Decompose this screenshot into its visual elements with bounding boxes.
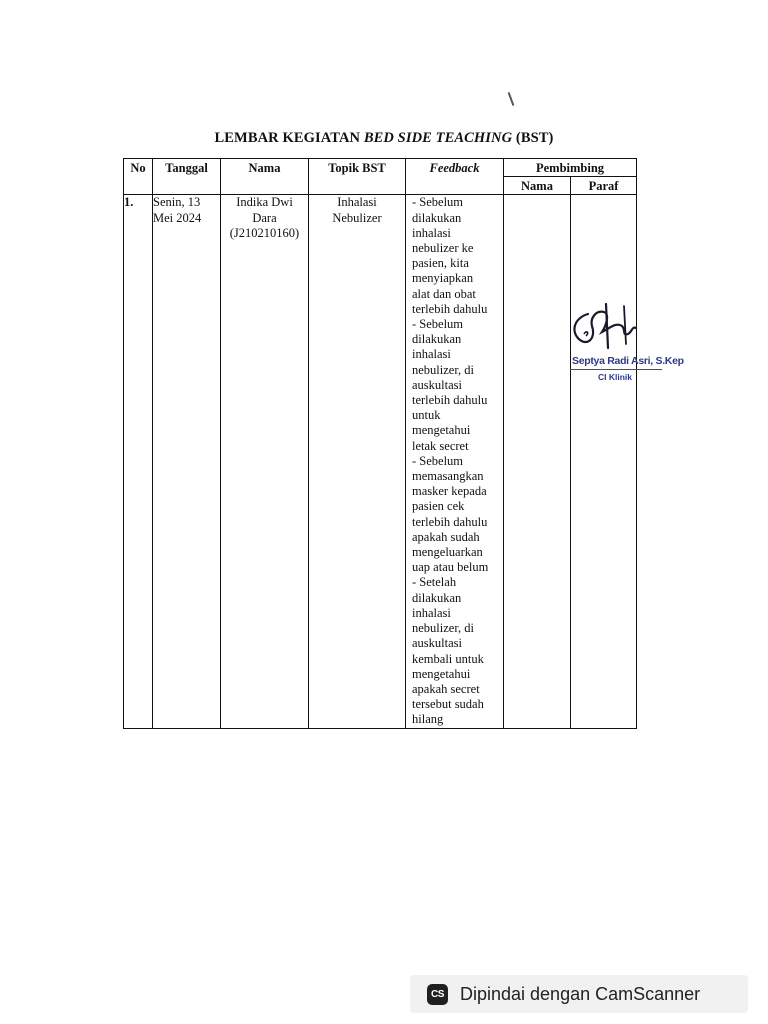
stamp-name: Septya Radi Asri, S.Kep [572, 355, 684, 367]
cell-pembimbing-nama [504, 195, 571, 728]
header-topik: Topik BST [309, 159, 406, 195]
header-no: No [124, 159, 153, 195]
header-nama: Nama [221, 159, 309, 195]
cell-pembimbing-paraf [571, 195, 637, 728]
cell-tanggal: Senin, 13 Mei 2024 [153, 195, 221, 728]
header-feedback: Feedback [406, 159, 504, 195]
camscanner-text: Dipindai dengan CamScanner [460, 983, 701, 1004]
camscanner-logo-icon: CS [427, 984, 448, 1005]
document-title [0, 130, 768, 147]
bst-activity-table [123, 158, 637, 729]
cell-no: 1. [124, 195, 153, 728]
header-pembimbing-paraf: Paraf [571, 177, 637, 195]
camscanner-watermark [410, 975, 748, 1013]
title-part-2: (BST) [512, 130, 554, 146]
header-tanggal: Tanggal [153, 159, 221, 195]
stamp-role: CI Klinik [598, 372, 633, 382]
title-part-1: LEMBAR KEGIATAN [214, 130, 364, 146]
cell-nama: Indika Dwi Dara (J210210160) [221, 195, 309, 728]
title-italic: BED SIDE TEACHING [363, 130, 513, 146]
stamp-underline [570, 369, 662, 370]
cell-topik: Inhalasi Nebulizer [309, 195, 406, 728]
cell-feedback: - Sebelum dilakukan inhalasi nebulizer ke pasien, kita menyiapkan alat dan obat terlebih dahulu - Sebelum dilakukan inhalasi nebulizer, di auskultasi terlebih dahulu untuk mengetahui letak secret - Sebelum memasangkan masker kepada pasien cek terlebih dahulu apakah sudah mengeluarkan uap atau belum - Setelah dilakukan inhalasi nebulizer, di auskultasi kembali untuk mengetahui apakah secret tersebut sudah hilang [406, 195, 504, 728]
header-pembimbing: Pembimbing [504, 159, 637, 177]
scan-artifact-mark [508, 92, 515, 106]
header-pembimbing-nama: Nama [504, 177, 571, 195]
table-row [124, 195, 637, 728]
